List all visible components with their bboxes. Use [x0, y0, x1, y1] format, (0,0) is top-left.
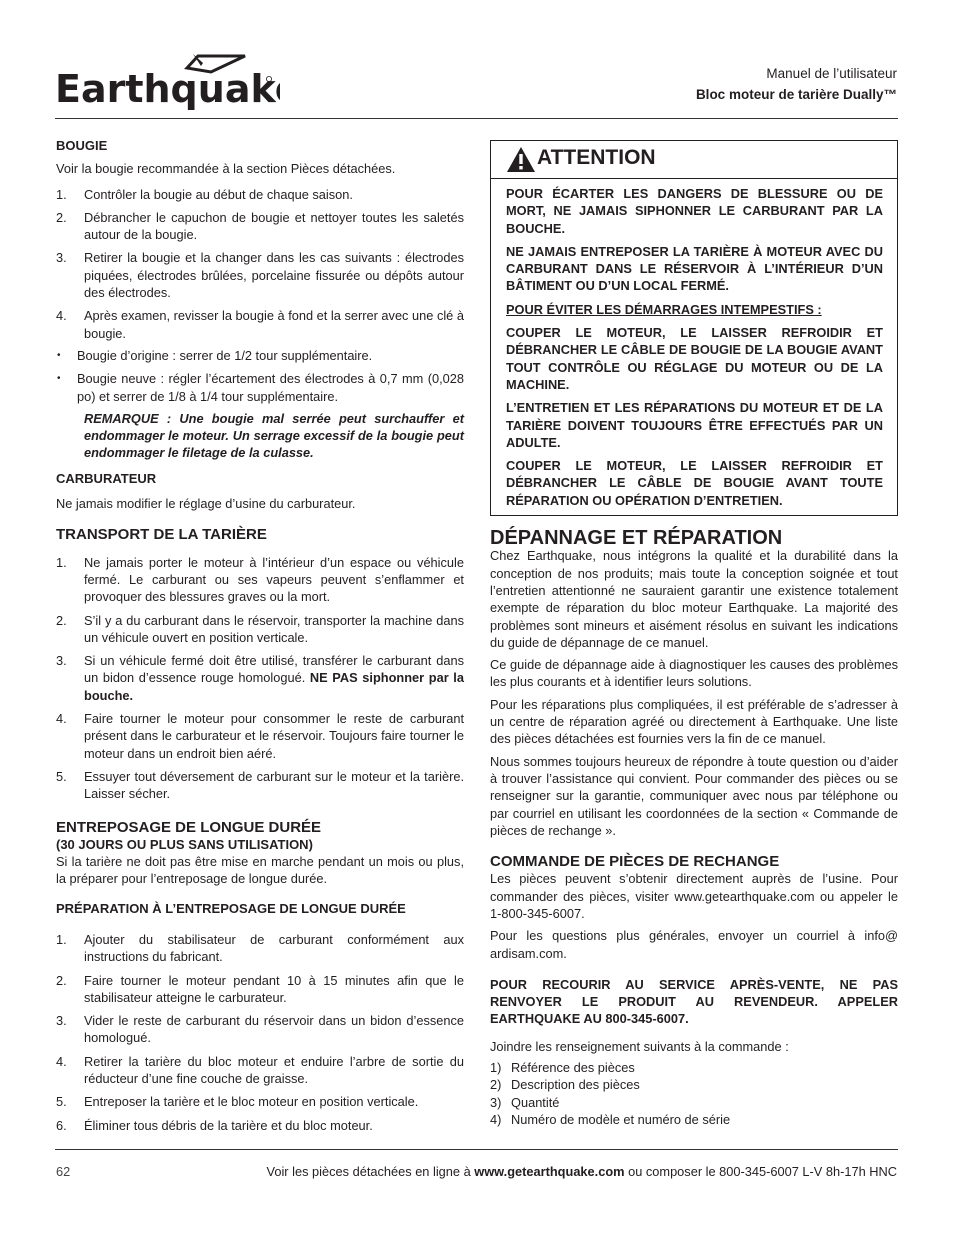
list-item: 2. S’il y a du carburant dans le réservoir, transporter la machine dans un véhicule ouvert en position verticale. [56, 612, 464, 645]
depannage-heading: DÉPANNAGE ET RÉPARATION [490, 527, 783, 550]
right-column [490, 140, 898, 1128]
commande-paragraph: Pour les questions plus générales, envoyer un courriel à info@ ardisam.com. [490, 928, 898, 961]
carburateur-text: Ne jamais modifier le réglage d’usine du carburateur. [56, 496, 356, 512]
attention-body [491, 179, 897, 515]
list-item: 2. Faire tourner le moteur pendant 10 à 15 minutes afin que le stabilisateur atteigne le carburateur. [56, 972, 464, 1005]
attention-text: L’ENTRETIEN ET LES RÉPARATIONS DU MOTEUR ET DE LA TARIÈRE DOIVENT TOUJOURS ÊTRE EFFECTUÉS PAR UN ADULTE. [506, 400, 883, 450]
list-item: 5. Essuyer tout déversement de carburant sur le moteur et la tarière. Laisser sécher. [56, 768, 464, 802]
header-right [696, 66, 897, 102]
list-item: 1. Ne jamais porter le moteur à l’intérieur d’un espace ou véhicule fermé. Le carburant ou ses vapeurs peuvent s’enflammer et provoquer des blessures graves ou la mort. [56, 554, 464, 605]
commande-notice: POUR RECOURIR AU SERVICE APRÈS-VENTE, NE PAS RENVOYER LE PRODUIT AU REVENDEUR. APPELER EARTHQUAKE AU 800-345-6007. [490, 976, 898, 1027]
commande-list [490, 1059, 898, 1128]
transport-steps [56, 554, 464, 803]
bougie-intro: Voir la bougie recommandée à la section Pièces détachées. [56, 161, 396, 177]
footer-divider [55, 1149, 898, 1150]
list-item: 4. Après examen, revisser la bougie à fond et la serrer avec une clé à bougie. [56, 308, 464, 341]
attention-text: POUR ÉVITER LES DÉMARRAGES INTEMPESTIFS : [506, 301, 822, 317]
list-item: 4. Faire tourner le moteur pour consommer le reste de carburant présent dans le carburateur et le réservoir. Toujours faire tourner le moteur dans un endroit bien aéré. [56, 711, 464, 761]
page-number: 62 [56, 1164, 71, 1179]
attention-text: POUR ÉCARTER LES DANGERS DE BLESSURE OU DE MORT, NE JAMAIS SIPHONNER LE CARBURANT PAR LA BOUCHE. [506, 186, 883, 236]
bougie-heading: BOUGIE [56, 138, 108, 153]
list-item: 4. Retirer la tarière du bloc moteur et enduire l’arbre de sortie du réducteur d’une fine couche de graisse. [56, 1053, 464, 1087]
warning-triangle-icon [506, 146, 536, 173]
depannage-paragraph: Chez Earthquake, nous intégrons la qualité et la durabilité dans la conception de nos produits; mais toute la conception soignée et tout l’entretien attentionné ne sauraient garantir une existence totalement exempte de réparation du bloc moteur Earthquake. La majorité des problèmes sont mineurs et aisément résolus en suivant les indications du guide de dépannage de ce manuel. [490, 548, 898, 650]
attention-header [491, 141, 897, 179]
storage-steps [56, 931, 464, 1134]
list-item: • Bougie neuve : régler l’écartement des électrodes à 0,7 mm (0,028 po) et serrer de 1/8 à 1/4 tour supplémentaire. [57, 371, 464, 404]
attention-text: COUPER LE MOTEUR, LE LAISSER REFROIDIR ET DÉBRANCHER LE CÂBLE DE BOUGIE AVANT TOUTE RÉPARATION OU OPÉRATION D’ENTRETIEN. [506, 458, 883, 508]
depannage-paragraph: Pour les réparations plus compliquées, il est préférable de s’adresser à un centre de réparation agréé ou directement à Earthquake. Une liste des pièces détachées est fournies vers la fin de ce manuel. [490, 696, 898, 747]
commande-paragraph: Joindre les renseignement suivants à la commande : [490, 1038, 789, 1054]
attention-text: NE JAMAIS ENTREPOSER LA TARIÈRE À MOTEUR AVEC DU CARBURANT DANS LE RÉSERVOIR À L’INTÉRIEUR D’UN BÂTIMENT OU D’UN LOCAL FERMÉ. [506, 243, 883, 294]
manual-label: Manuel de l’utilisateur [766, 66, 897, 81]
depannage-paragraph: Ce guide de dépannage aide à diagnostiquer les causes des problèmes les plus courants et à identifier leurs solutions. [490, 657, 898, 690]
list-item: 3) Quantité [490, 1094, 560, 1110]
list-item: 3. Retirer la bougie et la changer dans les cas suivants : électrodes piquées, électrodes brûlées, porcelaine fissurée ou dépôts autour des électrodes. [56, 250, 464, 301]
svg-text:Earthquake: Earthquake [55, 67, 280, 111]
header-divider [55, 118, 898, 119]
earthquake-logo [55, 50, 280, 116]
list-item: 4) Numéro de modèle et numéro de série [490, 1111, 731, 1127]
commande-paragraph: Les pièces peuvent s’obtenir directement auprès de l’usine. Pour commander des pièces, visiter www.getearthquake.com ou appeler le 1-800-345-6007. [490, 871, 898, 921]
list-item: 3. Vider le reste de carburant du réservoir dans un bidon d’essence homologué. [56, 1013, 464, 1046]
bougie-steps [56, 186, 464, 342]
footer-link[interactable]: www.getearthquake.com [474, 1164, 625, 1179]
list-item: 3. Si un véhicule fermé doit être utilisé, transférer le carburant dans un bidon d’essence rouge homologué. NE PAS siphonner par la bouche. [56, 653, 464, 703]
storage-prep-heading: PRÉPARATION À L’ENTREPOSAGE DE LONGUE DURÉE [56, 900, 406, 916]
left-column [56, 137, 464, 1134]
bougie-note: REMARQUE : Une bougie mal serrée peut surchauffer et endommager le moteur. Un serrage excessif de la bougie peut endommager le filetage de la culasse. [84, 410, 464, 461]
storage-intro: Si la tarière ne doit pas être mise en marche pendant un mois ou plus, la préparer pour l’entreposage de longue durée. [56, 854, 464, 887]
depannage-paragraph: Nous sommes toujours heureux de répondre à toute question ou d’aider à trouver l’assistance qui convient. Pour commander des pièces ou se renseigner sur la garantie, communiquer avec nous par téléphone ou par courriel en utilisant les coordonnées de la section « Commande de pièces de rechange ». [490, 753, 898, 838]
list-item: • Bougie d’origine : serrer de 1/2 tour supplémentaire. [57, 347, 373, 363]
list-item: 1) Référence des pièces [490, 1060, 635, 1076]
list-item: 2. Débrancher le capuchon de bougie et nettoyer toutes les saletés autour de la bougie. [56, 209, 464, 243]
transport-heading: TRANSPORT DE LA TARIÈRE [56, 526, 267, 544]
attention-box [490, 140, 898, 516]
attention-title: ATTENTION [537, 146, 656, 169]
list-item: 1. Ajouter du stabilisateur de carburant conformément aux instructions du fabricant. [56, 931, 464, 965]
list-item: 2) Description des pièces [490, 1077, 640, 1093]
list-item: 1. Contrôler la bougie au début de chaque saison. [56, 186, 353, 202]
footer-text: Voir les pièces détachées en ligne à www.getearthquake.com ou composer le 800-345-6007 L-V 8h-17h HNC [266, 1164, 897, 1179]
product-title: Bloc moteur de tarière Dually™ [695, 87, 897, 102]
attention-text: COUPER LE MOTEUR, LE LAISSER REFROIDIR ET DÉBRANCHER LE CÂBLE DE BOUGIE DE LA BOUGIE AVANT TOUT CONTRÔLE OU RÉGLAGE DU MOTEUR OU DE LA MACHINE. [506, 325, 883, 392]
bougie-bullets [56, 347, 464, 405]
list-item: 6. Éliminer tous débris de la tarière et du bloc moteur. [56, 1117, 373, 1133]
carburateur-heading: CARBURATEUR [56, 470, 157, 486]
commande-heading: COMMANDE DE PIÈCES DE RECHANGE [490, 853, 780, 871]
storage-subtitle: (30 JOURS OU PLUS SANS UTILISATION) [56, 836, 313, 852]
storage-heading: ENTREPOSAGE DE LONGUE DURÉE [56, 818, 322, 836]
list-item: 5. Entreposer la tarière et le bloc moteur en position verticale. [56, 1094, 419, 1110]
